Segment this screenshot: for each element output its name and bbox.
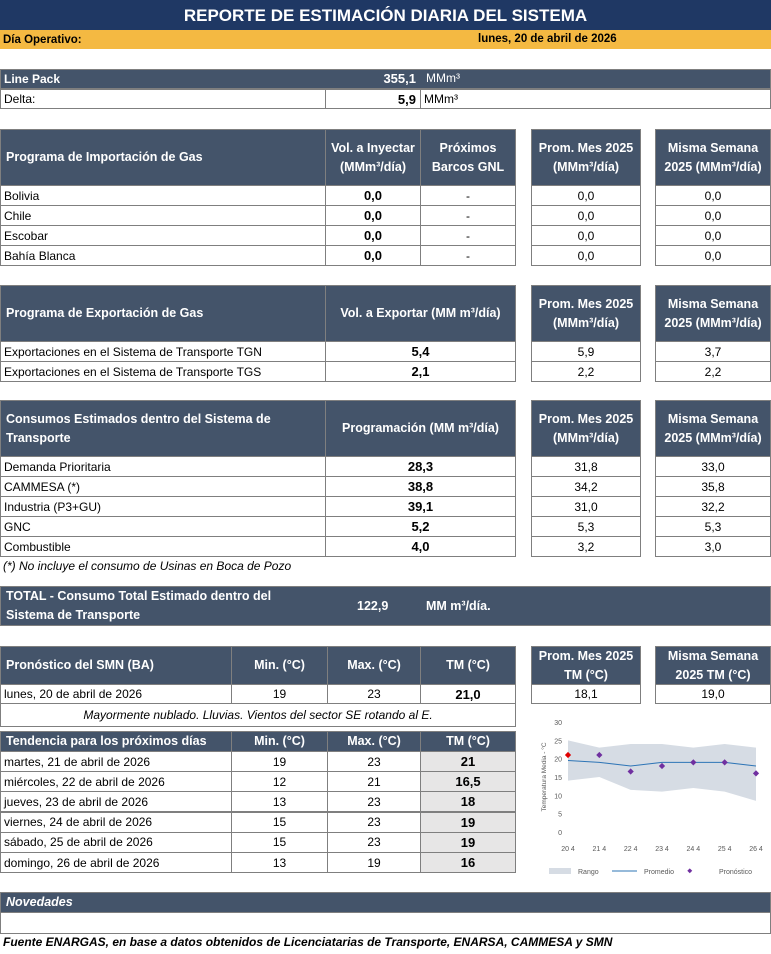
- total-value: 122,9: [357, 599, 389, 613]
- tendencia-header-min: Min. (°C): [231, 731, 328, 752]
- tendencia-row-min: 19: [231, 751, 328, 772]
- tendencia-row-max: 23: [327, 832, 421, 853]
- import-row-vol: 0,0: [325, 185, 421, 206]
- range-area: [568, 740, 756, 801]
- y-axis-label: Temperatura Media - °C: [541, 742, 548, 812]
- import-row-name: Bolivia: [0, 185, 326, 206]
- import-header-barcos: Próximos Barcos GNL: [420, 129, 516, 186]
- novedades-content: [0, 912, 771, 934]
- legend-forecast-swatch: [687, 868, 692, 873]
- export-row-prom: 2,2: [531, 361, 641, 382]
- import-row-misma: 0,0: [655, 225, 771, 246]
- tendencia-row-date: martes, 21 de abril de 2026: [0, 751, 232, 772]
- x-tick-label: 20 4: [561, 846, 575, 853]
- x-tick-label: 22 4: [623, 846, 638, 853]
- tendencia-row-min: 12: [231, 771, 328, 792]
- novedades-header: Novedades: [0, 892, 771, 913]
- import-row-vol: 0,0: [325, 205, 421, 226]
- import-row-prom: 0,0: [531, 245, 641, 266]
- consumos-row-misma: 32,2: [655, 496, 771, 517]
- y-tick-label: 20: [554, 756, 562, 764]
- total-unit: MM m³/día.: [426, 599, 491, 613]
- delta-label: Delta:: [0, 89, 326, 109]
- consumos-row-name: CAMMESA (*): [0, 476, 326, 497]
- pronostico-header-misma: Misma Semana 2025 TM (°C): [655, 646, 771, 685]
- linepack-value: 355,1: [383, 71, 416, 86]
- import-row-prom: 0,0: [531, 185, 641, 206]
- export-row-name: Exportaciones en el Sistema de Transporte TGN: [0, 341, 326, 362]
- consumos-row-prog: 5,2: [325, 516, 516, 537]
- tendencia-header-title: Tendencia para los próximos días: [0, 731, 232, 752]
- tendencia-row-date: sábado, 25 de abril de 2026: [0, 832, 232, 853]
- export-row-vol: 2,1: [325, 361, 516, 382]
- pronostico-header-prom: Prom. Mes 2025 TM (°C): [531, 646, 641, 685]
- x-tick-label: 21 4: [592, 846, 607, 853]
- pronostico-header-min: Min. (°C): [231, 646, 328, 685]
- legend-average-label: Promedio: [644, 869, 674, 876]
- tendencia-row-max: 23: [327, 751, 421, 772]
- import-header-misma: Misma Semana 2025 (MMm³/día): [655, 129, 771, 186]
- import-row-barcos: -: [420, 225, 516, 246]
- export-header-misma: Misma Semana 2025 (MMm³/día): [655, 285, 771, 342]
- tendencia-row-tm: 19: [420, 812, 516, 833]
- export-row-vol: 5,4: [325, 341, 516, 362]
- tendencia-header-max: Max. (°C): [327, 731, 421, 752]
- y-tick-label: 30: [554, 720, 562, 727]
- total-label: TOTAL - Consumo Total Estimado dentro del Sistema de Transporte: [0, 586, 771, 626]
- tendencia-row-min: 15: [231, 812, 328, 833]
- tendencia-row-date: viernes, 24 de abril de 2026: [0, 812, 232, 833]
- import-header-vol: Vol. a Inyectar (MMm³/día): [325, 129, 421, 186]
- export-row-name: Exportaciones en el Sistema de Transporte TGS: [0, 361, 326, 382]
- y-tick-label: 5: [558, 811, 562, 819]
- export-header-title: Programa de Exportación de Gas: [0, 285, 326, 342]
- consumos-row-misma: 35,8: [655, 476, 771, 497]
- pronostico-prom: 18,1: [531, 684, 641, 704]
- delta-unit: MMm³: [420, 89, 771, 109]
- export-row-prom: 5,9: [531, 341, 641, 362]
- tendencia-row-max: 21: [327, 771, 421, 792]
- consumos-row-prog: 39,1: [325, 496, 516, 517]
- pronostico-max: 23: [327, 684, 421, 704]
- tendencia-row-max: 19: [327, 852, 421, 873]
- consumos-row-misma: 5,3: [655, 516, 771, 537]
- tendencia-row-date: domingo, 26 de abril de 2026: [0, 852, 232, 873]
- consumos-header-title: Consumos Estimados dentro del Sistema de Transporte: [0, 400, 326, 457]
- x-tick-label: 23 4: [655, 846, 669, 853]
- tendencia-row-tm: 18: [420, 791, 516, 812]
- import-row-barcos: -: [420, 205, 516, 226]
- linepack-label: Line Pack: [0, 69, 771, 89]
- export-header-vol: Vol. a Exportar (MM m³/día): [325, 285, 516, 342]
- consumos-note: (*) No incluye el consumo de Usinas en Boca de Pozo: [3, 559, 292, 573]
- tendencia-row-date: miércoles, 22 de abril de 2026: [0, 771, 232, 792]
- import-row-prom: 0,0: [531, 205, 641, 226]
- y-tick-label: 15: [554, 775, 562, 782]
- consumos-row-misma: 33,0: [655, 456, 771, 477]
- export-row-misma: 3,7: [655, 341, 771, 362]
- consumos-row-name: Demanda Prioritaria: [0, 456, 326, 477]
- pronostico-date: lunes, 20 de abril de 2026: [0, 684, 232, 704]
- import-row-barcos: -: [420, 185, 516, 206]
- tendencia-row-tm: 16,5: [420, 771, 516, 792]
- x-tick-label: 25 4: [717, 846, 732, 853]
- pronostico-header-title: Pronóstico del SMN (BA): [0, 646, 232, 685]
- tendencia-row-min: 13: [231, 852, 328, 873]
- import-header-title: Programa de Importación de Gas: [0, 129, 326, 186]
- consumos-row-prog: 4,0: [325, 536, 516, 557]
- import-row-name: Bahía Blanca: [0, 245, 326, 266]
- tendencia-row-min: 15: [231, 832, 328, 853]
- tendencia-row-max: 23: [327, 791, 421, 812]
- tendencia-row-min: 13: [231, 791, 328, 812]
- tendencia-row-date: jueves, 23 de abril de 2026: [0, 791, 232, 812]
- consumos-row-prog: 28,3: [325, 456, 516, 477]
- consumos-row-name: Combustible: [0, 536, 326, 557]
- delta-value: 5,9: [325, 89, 421, 109]
- pronostico-tm: 21,0: [420, 684, 516, 704]
- pronostico-description: Mayormente nublado. Lluvias. Vientos del sector SE rotando al E.: [0, 703, 516, 727]
- import-row-prom: 0,0: [531, 225, 641, 246]
- y-tick-label: 25: [554, 738, 562, 746]
- consumos-header-prog: Programación (MM m³/día): [325, 400, 516, 457]
- legend-range-swatch: [549, 868, 571, 874]
- consumos-header-prom: Prom. Mes 2025 (MMm³/día): [531, 400, 641, 457]
- import-row-vol: 0,0: [325, 245, 421, 266]
- tendencia-header-tm: TM (°C): [420, 731, 516, 752]
- temperature-chart: [528, 712, 771, 882]
- legend-range-label: Rango: [578, 869, 599, 876]
- pronostico-misma: 19,0: [655, 684, 771, 704]
- consumos-row-prom: 34,2: [531, 476, 641, 497]
- consumos-row-prom: 31,0: [531, 496, 641, 517]
- tendencia-row-max: 23: [327, 812, 421, 833]
- consumos-row-name: GNC: [0, 516, 326, 537]
- consumos-row-prom: 31,8: [531, 456, 641, 477]
- export-header-prom: Prom. Mes 2025 (MMm³/día): [531, 285, 641, 342]
- import-row-misma: 0,0: [655, 185, 771, 206]
- tendencia-row-tm: 16: [420, 852, 516, 873]
- pronostico-header-tm: TM (°C): [420, 646, 516, 685]
- import-row-name: Escobar: [0, 225, 326, 246]
- dia-operativo-value: lunes, 20 de abril de 2026: [478, 33, 617, 45]
- consumos-row-prom: 3,2: [531, 536, 641, 557]
- import-row-barcos: -: [420, 245, 516, 266]
- dia-operativo-label: Día Operativo:: [0, 30, 771, 49]
- consumos-row-name: Industria (P3+GU): [0, 496, 326, 517]
- tendencia-row-tm: 21: [420, 751, 516, 772]
- consumos-row-prom: 5,3: [531, 516, 641, 537]
- y-tick-label: 0: [558, 830, 562, 837]
- x-tick-label: 24 4: [686, 846, 701, 853]
- linepack-unit: MMm³: [426, 71, 460, 85]
- import-row-misma: 0,0: [655, 205, 771, 226]
- tendencia-row-tm: 19: [420, 832, 516, 853]
- consumos-header-misma: Misma Semana 2025 (MMm³/día): [655, 400, 771, 457]
- import-row-vol: 0,0: [325, 225, 421, 246]
- y-tick-label: 10: [554, 793, 562, 801]
- consumos-row-prog: 38,8: [325, 476, 516, 497]
- consumos-row-misma: 3,0: [655, 536, 771, 557]
- import-row-misma: 0,0: [655, 245, 771, 266]
- import-header-prom: Prom. Mes 2025 (MMm³/día): [531, 129, 641, 186]
- pronostico-header-max: Max. (°C): [327, 646, 421, 685]
- import-row-name: Chile: [0, 205, 326, 226]
- report-title: REPORTE DE ESTIMACIÓN DIARIA DEL SISTEMA: [0, 0, 771, 30]
- x-tick-label: 26 4: [749, 846, 763, 853]
- legend-forecast-label: Pronóstico: [719, 869, 753, 876]
- export-row-misma: 2,2: [655, 361, 771, 382]
- source-note: Fuente ENARGAS, en base a datos obtenidos de Licenciatarias de Transporte, ENARSA, CAMMESA y SMN: [3, 935, 613, 949]
- pronostico-min: 19: [231, 684, 328, 704]
